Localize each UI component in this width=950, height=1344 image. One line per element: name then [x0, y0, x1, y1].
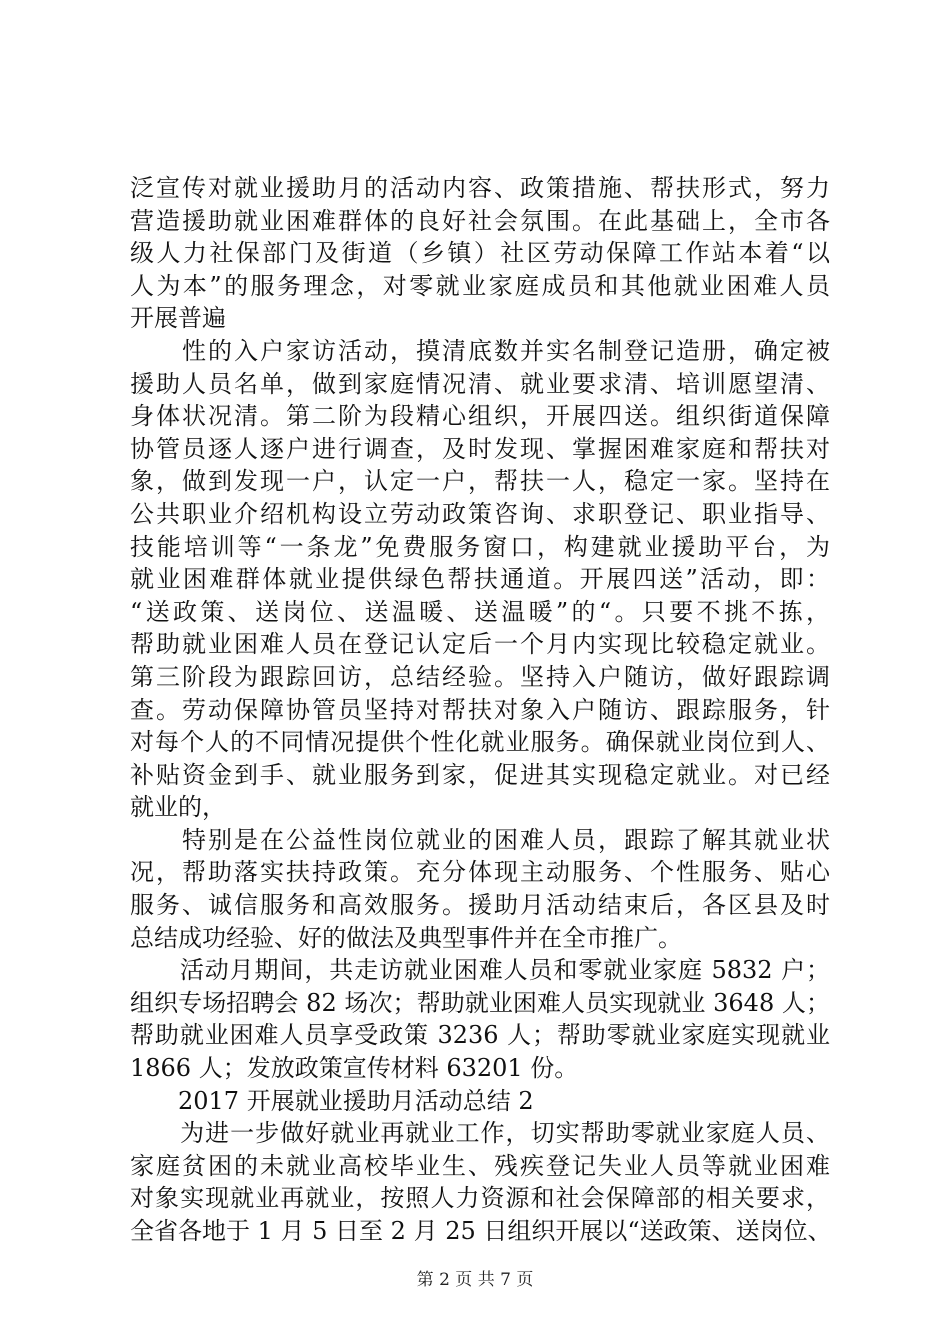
text-line: 帮助就业困难人员享受政策 3236 人；帮助零就业家庭实现就业	[130, 1021, 830, 1050]
text-line: 况，帮助落实扶持政策。充分体现主动服务、个性服务、贴心	[130, 858, 830, 887]
text-line: 帮助就业困难人员在登记认定后一个月内实现比较稳定就业。	[130, 630, 830, 659]
text-line: 2017 开展就业援助月活动总结 2	[130, 1086, 534, 1115]
text-line: “送政策、送岗位、送温暖、送温暖”的“。只要不挑不拣，	[130, 597, 830, 626]
text-line: 就业困难群体就业提供绿色帮扶通道。开展四送”活动，即：	[130, 565, 830, 594]
text-line: 全省各地于 1 月 5 日至 2 月 25 日组织开展以“送政策、送岗位、	[130, 1217, 832, 1245]
text-line: 人为本”的服务理念，对零就业家庭成员和其他就业困难人员	[130, 271, 830, 300]
text-line: 第三阶段为跟踪回访，总结经验。坚持入户随访，做好跟踪调	[130, 662, 830, 691]
text-line: 为进一步做好就业再就业工作，切实帮助零就业家庭人员、	[130, 1119, 830, 1148]
document-body	[130, 172, 830, 1248]
text-line: 营造援助就业困难群体的良好社会氛围。在此基础上，全市各	[130, 206, 830, 235]
text-line: 查。劳动保障协管员坚持对帮扶对象入户随访、跟踪服务，针	[130, 695, 830, 724]
text-line: 总结成功经验、好的做法及典型事件并在全市推广。	[130, 923, 682, 952]
text-line: 开展普遍	[130, 304, 226, 333]
text-line: 对每个人的不同情况提供个性化就业服务。确保就业岗位到人、	[130, 728, 830, 757]
text-line: 家庭贫困的未就业高校毕业生、残疾登记失业人员等就业困难	[130, 1151, 830, 1180]
page-footer: 第 2 页 共 7 页	[416, 1270, 534, 1290]
text-line: 泛宣传对就业援助月的活动内容、政策措施、帮扶形式，努力	[130, 174, 830, 202]
text-line: 身体状况清。第二阶为段精心组织，开展四送。组织街道保障	[130, 402, 830, 431]
text-line: 性的入户家访活动，摸清底数并实名制登记造册，确定被	[130, 336, 830, 365]
text-line: 技能培训等“一条龙”免费服务窗口，构建就业援助平台，为	[130, 532, 830, 561]
text-line: 对象实现就业再就业，按照人力资源和社会保障部的相关要求，	[130, 1184, 830, 1213]
text-line: 活动月期间，共走访就业困难人员和零就业家庭 5832 户；	[130, 956, 830, 985]
text-line: 服务、诚信服务和高效服务。援助月活动结束后，各区县及时	[130, 891, 830, 920]
text-line: 级人力社保部门及街道（乡镇）社区劳动保障工作站本着“以	[130, 239, 830, 268]
text-line: 象，做到发现一户，认定一户，帮扶一人，稳定一家。坚持在	[130, 467, 830, 496]
text-line: 补贴资金到手、就业服务到家，促进其实现稳定就业。对已经	[130, 760, 830, 789]
text-line: 就业的，	[130, 793, 226, 822]
text-line: 协管员逐人逐户进行调查，及时发现、掌握困难家庭和帮扶对	[130, 434, 830, 463]
text-line: 援助人员名单，做到家庭情况清、就业要求清、培训愿望清、	[130, 369, 830, 398]
text-line: 特别是在公益性岗位就业的困难人员，跟踪了解其就业状	[130, 825, 830, 854]
text-line: 组织专场招聘会 82 场次；帮助就业困难人员实现就业 3648 人；	[130, 988, 830, 1017]
text-line: 公共职业介绍机构设立劳动政策咨询、求职登记、职业指导、	[130, 499, 830, 528]
text-line: 1866 人；发放政策宣传材料 63201 份。	[130, 1054, 579, 1083]
